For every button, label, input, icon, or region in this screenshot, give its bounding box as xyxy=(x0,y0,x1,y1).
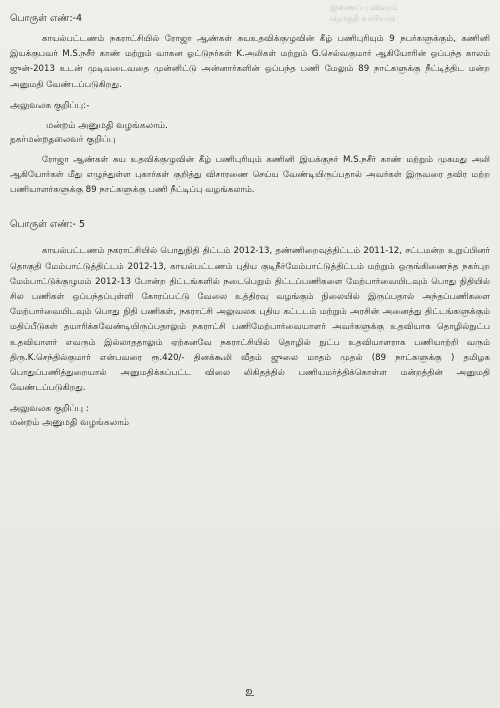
item5-body: காயல்பட்டணம் நகராட்சியில் பொதுநிதி திட்டம் 2012-13, தண்ணிறைவுத்திட்டம் 2011-12, சட்டமன்ற உறுப்பினர் தொகுதி மேம்பாட்டுத்திட்டம் 2012-13, காயல்பட்டணம் புதிய குடிநீர்மேம்பாட்டுத்திட்டம் மற்றும் ஒருங்கிணைந்த நகர்புற மேம்பாட்டுக்குழுமம் 2012-13 போன்ற திட்டங்களில் நடைபெறும் திட்டப்பணிகளை மேற்பார்வையிடவும் பொது நிதியில் சில பணிகள் ஒப்பந்தப்புள்ளி கோரப்பட்டு வேலை உத்திரவு வழங்கும் நிலையில் இருப்பதால் அந்தப்பணிகளை மேற்பார்வையிடவும் பொது நிதி பணிகள், நகராட்சி அலுவலக புதிய கட்டடம் மற்றும் அரசின் அனைத்து திட்டங்களுக்கும் மதிப்பீடுகள் தயாரிக்கவேண்டியிருப்பதாலும் நகராட்சி பணிமேற்பார்வையாளர் அவர்களுக்கு உதவியாக தொழில்நுட்ப உதவியாளர் எவரும் இல்லாததாலும் ஏற்கனவே நகராட்சியில் தொழில் நுட்ப உதவியாளராக பணியாற்றி வரும் திரு.K.செந்தில்குமார் என்பவரை ரூ.420/- தினக்கூலி வீதம் ஜுலை மாதம் முதல் (89 நாட்களுக்கு ) தமிழக பொதுப்பணித்துறையால் அனுமதிக்கப்பட்ட விலை லிகிதத்தில் பணியமர்த்திக்கொள்ள மன்றத்தின் அனுமதி வேண்டப்படுகிறது. xyxy=(10,246,490,394)
document-content xyxy=(10,12,490,430)
item4-chair-note-label: நகர்மன்றதலைவர் குறிப்பு xyxy=(10,134,116,145)
item4-body: காயல்பட்டணம் நகராட்சியில் ரோஜா ஆண்கள் சுயஉதவிக்குழுவின் கீழ் பணிபுரியும் 9 நபர்களுக்கும், கணினி இயக்குபவர் M.S.நசீர் காண் மற்றும் வாகன ஓட்டுநர்கள் K.அலிகள் மற்றும் G.செல்வகுமார் ஆகியோரின் ஒப்பந்த காலம் ஜுன்-2013 உடன் முடிவடைவதை முன்னிட்டு அன்னார்களின் ஒப்பந்த பணி மேலும் 89 நாட்களுக்கு நீட்டித்திட மன்ற அனுமதி வேண்டப்படுகிறது. xyxy=(10,34,490,90)
item4-office-note-label: அலுவலக குறிப்பு:- xyxy=(10,100,90,111)
bleed-line: தொகுதி வாரியாக xyxy=(330,14,396,23)
item4-office-note-text: மன்றம் அனுமதி வழங்கலாம். xyxy=(46,120,168,131)
item5-office-note-text: மன்றம் அனுமதி வழங்கலாம் xyxy=(10,418,130,429)
bleed-line: இணைப்பு விவரம் xyxy=(330,3,398,12)
page-number: ௨ xyxy=(245,684,255,700)
item4-heading: பொருள் எண்:-4 xyxy=(10,13,82,24)
item4-chair-note-text: ரோஜா ஆண்கள் சுய உதவிக்குழுவின் கீழ் பணிபுரியும் கணினி இயக்குநர் M.S.நசீர் காண் மற்றும் முகமது அலி ஆகியோர்கள் மீது எழுந்துள்ள புகார்கள் குறித்து விசாரணை செய்ய வேண்டியிருப்பதால் அவர்கள் இருவரை தவிர மற்ற பணியாளர்களுக்கு 89 நாட்களுக்கு பணி நீட்டிப்பு வழங்கலாம். xyxy=(10,154,490,196)
item5-heading: பொருள் எண்:- 5 xyxy=(10,219,86,231)
item5-office-note-label: அலுவலக குறிப்பு : xyxy=(10,404,89,415)
